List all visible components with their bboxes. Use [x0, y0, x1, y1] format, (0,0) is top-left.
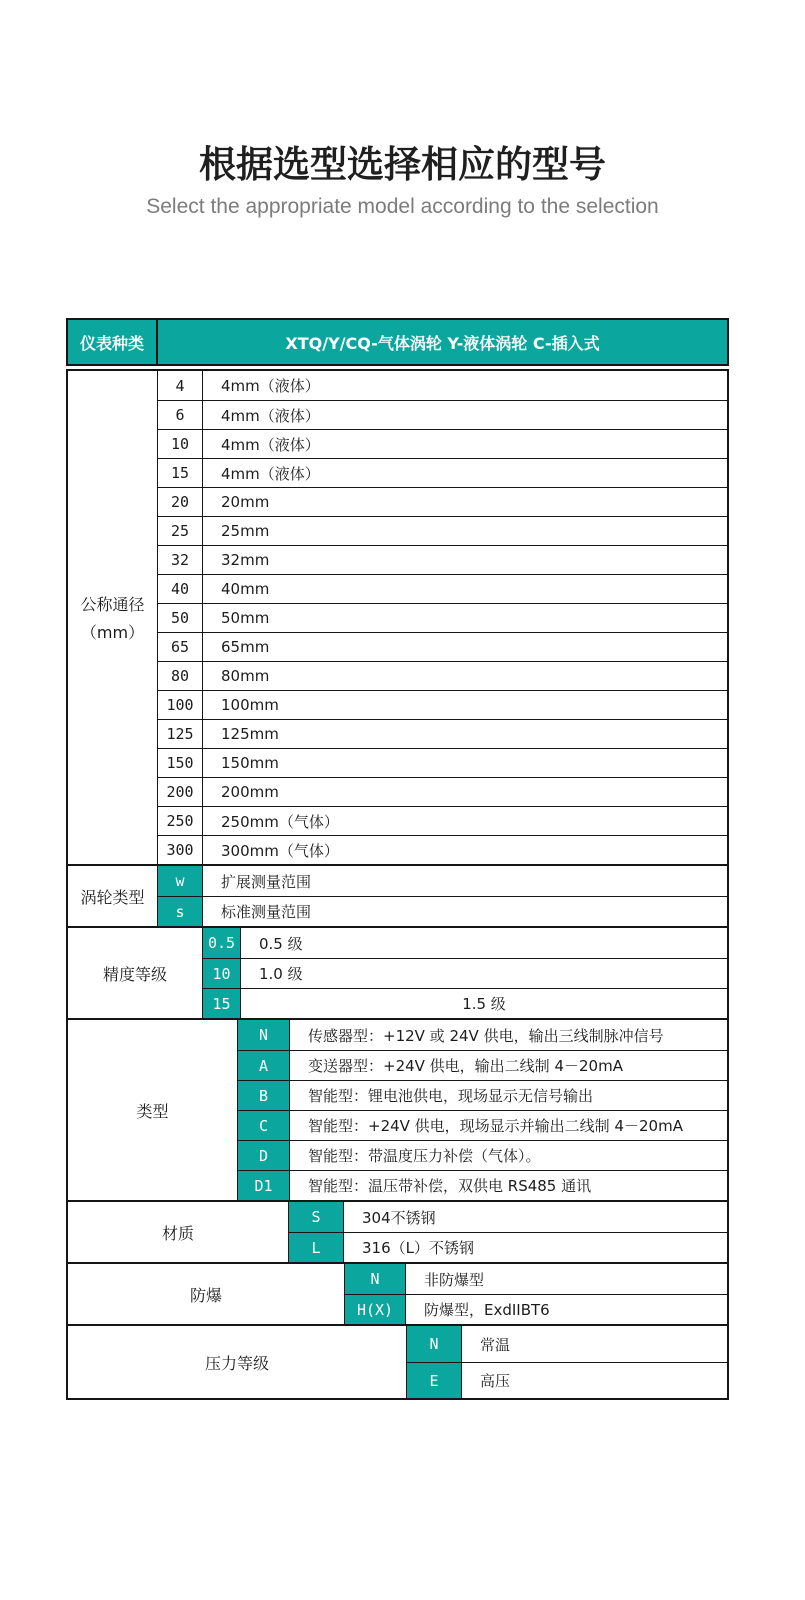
section-rows	[203, 928, 727, 1018]
row-code: 20	[158, 488, 203, 516]
row-desc: 智能型：带温度压力补偿（气体）。	[308, 1147, 541, 1165]
row-desc: 80mm	[221, 667, 270, 685]
section-material	[68, 1200, 727, 1262]
table-row	[158, 719, 727, 748]
row-desc: 200mm	[221, 783, 279, 801]
table-row	[158, 835, 727, 864]
row-code: D	[238, 1141, 290, 1170]
table-row	[158, 487, 727, 516]
table-row	[345, 1294, 727, 1324]
table-row	[203, 958, 727, 988]
row-code: N	[345, 1264, 406, 1294]
row-desc: 150mm	[221, 754, 279, 772]
row-code: 25	[158, 517, 203, 545]
row-code: 150	[158, 749, 203, 777]
section-rows	[158, 866, 727, 926]
row-desc: 智能型：锂电池供电，现场显示无信号输出	[308, 1087, 594, 1105]
row-code: L	[289, 1233, 344, 1262]
header-category-cell: 仪表种类	[68, 320, 158, 364]
page-title: 根据选型选择相应的型号	[199, 143, 606, 186]
row-code: 0.5	[203, 928, 241, 958]
row-code: A	[238, 1051, 290, 1080]
section-label: 类型	[68, 1020, 238, 1200]
table-row	[289, 1232, 727, 1262]
row-desc: 65mm	[221, 638, 270, 656]
section-explosion-proof	[68, 1262, 727, 1324]
row-code: 200	[158, 778, 203, 806]
table-row	[158, 603, 727, 632]
table-row	[407, 1326, 727, 1362]
row-code: 80	[158, 662, 203, 690]
row-code: N	[238, 1020, 290, 1050]
row-desc: 高压	[480, 1372, 511, 1390]
row-code: C	[238, 1111, 290, 1140]
row-desc: 常温	[480, 1335, 511, 1354]
table-row	[158, 429, 727, 458]
row-code: 100	[158, 691, 203, 719]
row-desc: 标准测量范围	[221, 903, 312, 921]
row-desc: 4mm（液体）	[221, 377, 320, 395]
row-desc: 变送器型：+24V 供电，输出二线制 4－20mA	[308, 1057, 623, 1075]
row-desc: 1.0 级	[259, 965, 303, 983]
row-desc: 304不锈钢	[362, 1208, 436, 1227]
row-code: 32	[158, 546, 203, 574]
row-desc: 125mm	[221, 725, 279, 743]
row-code: H(X)	[345, 1295, 406, 1324]
section-label-line1: 公称通径	[80, 595, 145, 614]
section-output-type	[68, 1018, 727, 1200]
row-code: D1	[238, 1171, 290, 1200]
row-code: 15	[158, 459, 203, 487]
table-row	[158, 690, 727, 719]
row-code: N	[407, 1326, 462, 1362]
row-desc: 20mm	[221, 493, 270, 511]
row-desc: 50mm	[221, 609, 270, 627]
table-row	[158, 866, 727, 896]
section-label	[68, 371, 158, 864]
table-row	[158, 545, 727, 574]
row-desc: 32mm	[221, 551, 270, 569]
section-label: 精度等级	[68, 928, 203, 1018]
row-desc: 非防爆型	[424, 1270, 485, 1289]
table-body	[66, 369, 729, 1400]
row-code: 4	[158, 371, 203, 400]
table-row	[238, 1080, 727, 1110]
section-rows	[289, 1202, 727, 1262]
table-row	[203, 928, 727, 958]
section-accuracy-grade	[68, 926, 727, 1018]
section-rows	[345, 1264, 727, 1324]
section-label: 防爆	[68, 1264, 345, 1324]
row-code: 250	[158, 807, 203, 835]
row-desc: 智能型：+24V 供电，现场显示并输出二线制 4－20mA	[308, 1117, 683, 1135]
section-label: 压力等级	[68, 1326, 407, 1398]
row-code: B	[238, 1081, 290, 1110]
table-row	[289, 1202, 727, 1232]
row-code: s	[158, 897, 203, 926]
row-desc: 扩展测量范围	[221, 872, 312, 891]
table-row	[238, 1170, 727, 1200]
row-code: w	[158, 866, 203, 896]
table-row	[158, 806, 727, 835]
row-desc: 1.5 级	[462, 995, 506, 1013]
table-row	[158, 371, 727, 400]
table-row	[158, 748, 727, 777]
row-code: 15	[203, 989, 241, 1018]
row-desc: 25mm	[221, 522, 270, 540]
row-code: 125	[158, 720, 203, 748]
table-row	[158, 458, 727, 487]
table-row	[158, 574, 727, 603]
table-row	[158, 400, 727, 429]
row-code: 10	[203, 959, 241, 988]
row-desc: 4mm（液体）	[221, 464, 320, 483]
section-rows	[158, 371, 727, 864]
row-desc: 4mm（液体）	[221, 406, 320, 425]
table-row	[158, 516, 727, 545]
row-code: 50	[158, 604, 203, 632]
model-table	[66, 318, 729, 1400]
section-nominal-diameter	[68, 371, 727, 864]
table-row	[158, 632, 727, 661]
row-desc: 40mm	[221, 580, 270, 598]
row-desc: 100mm	[221, 696, 279, 714]
row-desc: 316（L）不锈钢	[362, 1239, 474, 1257]
row-desc: 4mm（液体）	[221, 435, 320, 454]
table-row	[345, 1264, 727, 1294]
table-header-row	[66, 318, 729, 366]
row-desc: 300mm（气体）	[221, 841, 339, 860]
table-row	[158, 777, 727, 806]
section-rows	[238, 1020, 727, 1200]
section-rows	[407, 1326, 727, 1398]
table-row	[238, 1050, 727, 1080]
table-row	[158, 661, 727, 690]
row-desc: 0.5 级	[259, 934, 303, 953]
section-label: 涡轮类型	[68, 866, 158, 926]
title-block	[0, 142, 805, 219]
row-desc: 传感器型：+12V 或 24V 供电，输出三线制脉冲信号	[308, 1026, 664, 1045]
table-row	[238, 1140, 727, 1170]
row-code: 65	[158, 633, 203, 661]
row-code: S	[289, 1202, 344, 1232]
table-row	[203, 988, 727, 1018]
section-turbine-type	[68, 864, 727, 926]
row-desc: 防爆型，ExdIIBT6	[424, 1301, 550, 1319]
page-subtitle: Select the appropriate model according to the selection	[146, 195, 659, 219]
section-label-line2: （mm）	[80, 623, 145, 642]
table-row	[238, 1110, 727, 1140]
table-row	[407, 1362, 727, 1398]
row-code: E	[407, 1363, 462, 1398]
table-row	[238, 1020, 727, 1050]
row-code: 6	[158, 401, 203, 429]
header-models-cell: XTQ/Y/CQ-气体涡轮 Y-液体涡轮 C-插入式	[285, 333, 600, 353]
section-pressure-grade	[68, 1324, 727, 1398]
row-desc: 智能型：温压带补偿，双供电 RS485 通讯	[308, 1177, 592, 1195]
row-code: 300	[158, 836, 203, 864]
section-label: 材质	[68, 1202, 289, 1262]
row-code: 40	[158, 575, 203, 603]
row-desc: 250mm（气体）	[221, 812, 339, 831]
row-code: 10	[158, 430, 203, 458]
table-row	[158, 896, 727, 926]
